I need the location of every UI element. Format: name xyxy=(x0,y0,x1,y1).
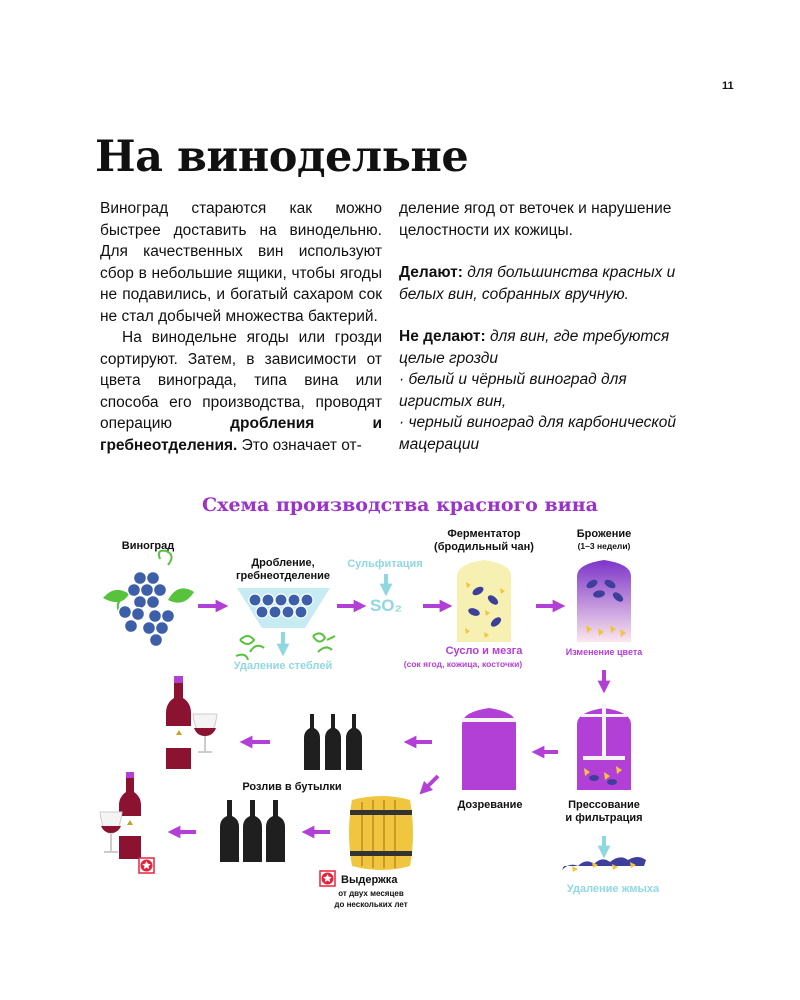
bullet-carbonic: · черный виноград для карбонической мацерации xyxy=(399,414,676,453)
pomace-pile-icon xyxy=(562,836,646,872)
wine-bottle-glass-icon xyxy=(166,676,217,769)
label-pomace-removal: Удаление жмыха xyxy=(566,883,660,895)
label-must-2: (сок ягод, кожица, косточки) xyxy=(403,659,523,669)
bullet-sparkling: · белый и чёрный виноград для игристых вин, xyxy=(399,371,627,410)
bottle-group-bottom xyxy=(220,800,285,862)
sorting-text: На винодельне ягоды или грозди сортируют. Затем, в зависимости от цвета винограда, типа вина или способа его производства, проводят операцию xyxy=(100,329,382,432)
label-aging-sub-2: до нескольких лет xyxy=(334,900,408,909)
label-crushing-1: Дробление, xyxy=(251,557,315,569)
label-fermentation-1: Брожение xyxy=(576,528,632,540)
label-stems-removal: Удаление стеблей xyxy=(233,660,333,672)
label-sulfitation: Сульфитация xyxy=(347,558,423,570)
label-fermentation-2: (1–3 недели) xyxy=(577,541,631,551)
fermenter-tank-icon xyxy=(457,560,511,642)
label-crushing-2: гребнеотделение xyxy=(235,570,331,582)
aged-wine-bottle-glass-icon xyxy=(100,772,141,859)
label-pressing-1: Прессование xyxy=(568,799,640,811)
crusher-hopper-icon xyxy=(236,588,335,660)
maturation-tank-icon xyxy=(462,708,516,790)
do-text: для большинства красных и белых вин, собранных вручную. xyxy=(399,264,676,303)
page-number: 11 xyxy=(722,80,734,92)
star-badge-icon xyxy=(139,858,154,873)
label-color-change: Изменение цвета xyxy=(565,647,643,657)
do-label: Делают: xyxy=(399,264,463,281)
label-aging-sub-1: от двух месяцев xyxy=(338,889,404,898)
aging-star-icon xyxy=(320,871,335,886)
label-pressing-2: и фильтрация xyxy=(565,812,643,824)
press-tank-icon xyxy=(577,704,631,790)
scheme-title: Схема производства красного вина xyxy=(202,494,598,516)
label-must-1: Сусло и мезга xyxy=(445,645,523,657)
label-aging: Выдержка xyxy=(341,874,398,886)
so2-symbol: SO₂ xyxy=(369,596,403,615)
dont-text: для вин, где требуются целые грозди xyxy=(399,328,670,367)
page-title: На винодельне xyxy=(95,132,469,182)
sorting-text-end: Это означает от- xyxy=(237,436,362,454)
label-grape: Виноград xyxy=(121,540,175,552)
bottle-group-top xyxy=(304,714,362,770)
dont-label: Не делают: xyxy=(399,328,486,345)
arrow-maturation-to-barrel xyxy=(424,776,438,790)
label-maturation: Дозревание xyxy=(457,799,523,811)
label-bottling: Розлив в бутылки xyxy=(242,781,342,793)
label-fermenter-1: Ферментатор xyxy=(447,528,521,540)
grape-bunch-icon xyxy=(103,551,194,647)
paragraph-destemming: деление ягод от веточек и нарушение целостности их кожицы. xyxy=(399,200,672,239)
label-fermenter-2: (бродильный чан) xyxy=(434,541,534,553)
oak-barrel-icon xyxy=(349,796,413,870)
paragraph-grape-delivery: Виноград стараются как можно быстрее доставить на винодельню. Для качественных вин используют сбор в небольшие ящики, чтобы ягоды не подавились, и богатый сахаром сок не стал добычей множества бактерий. xyxy=(100,200,382,325)
fermentation-tank-icon xyxy=(577,560,631,642)
crushing-term: дробления и гребнеотделения. xyxy=(100,415,382,454)
